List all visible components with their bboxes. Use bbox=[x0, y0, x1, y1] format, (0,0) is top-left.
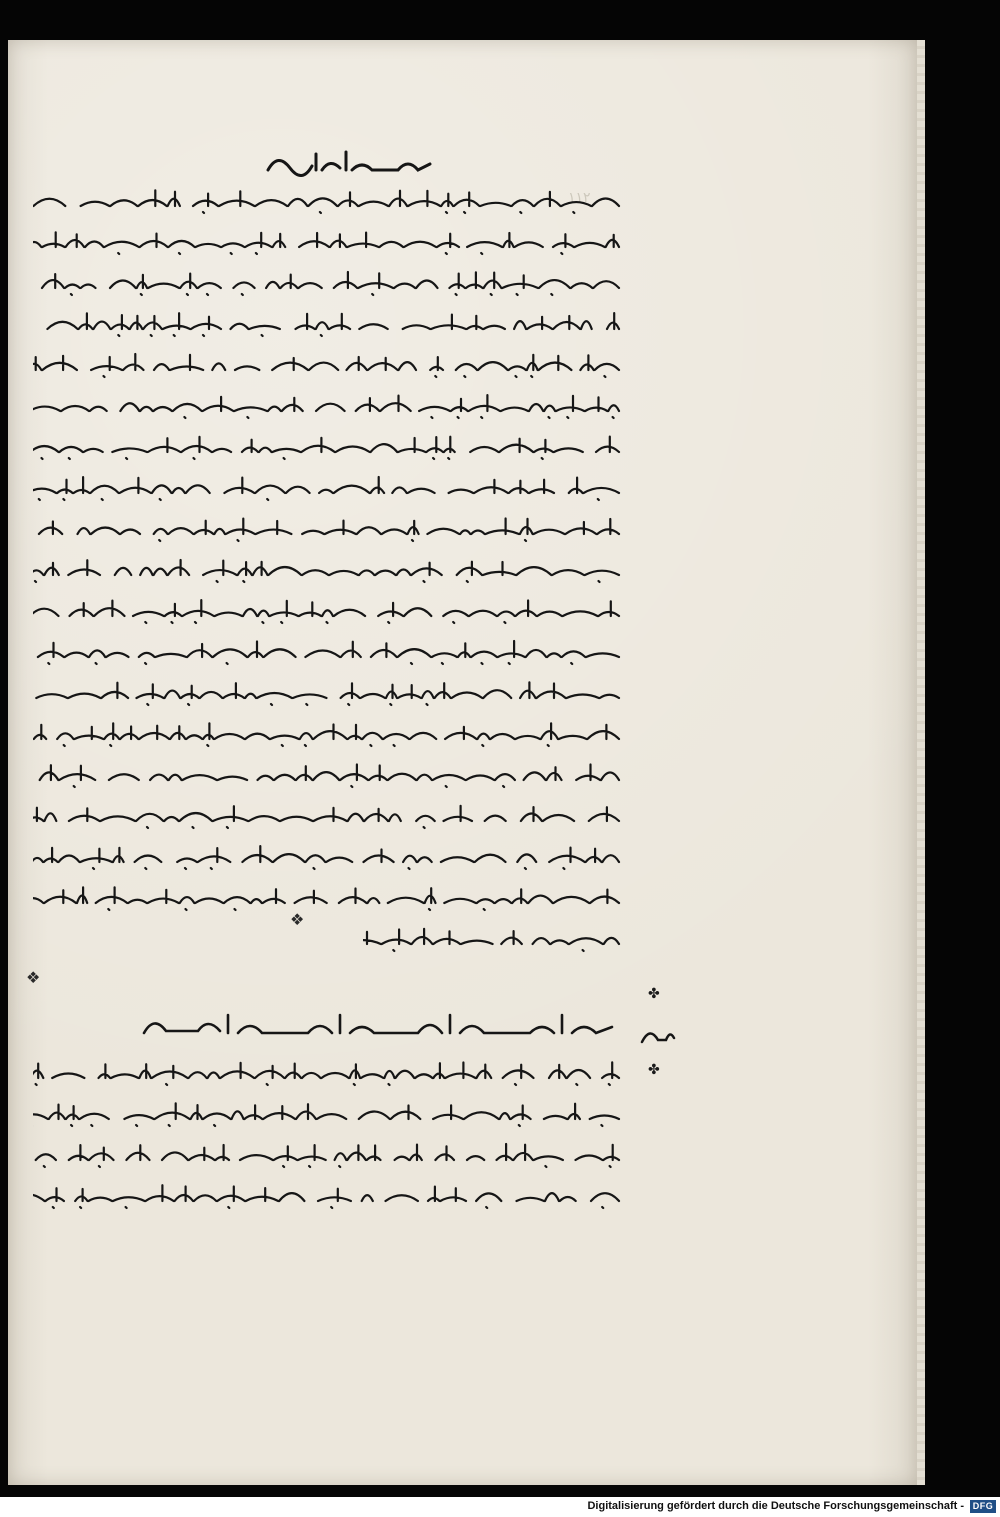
margin-note bbox=[636, 980, 676, 1080]
text-line bbox=[33, 426, 633, 467]
svg-text:✤: ✤ bbox=[648, 1062, 660, 1078]
text-line bbox=[33, 262, 633, 303]
text-line bbox=[33, 918, 633, 959]
dfg-logo: DFG bbox=[970, 1500, 996, 1513]
script-line-art bbox=[33, 678, 623, 710]
fleuron-ornament: ❖ bbox=[290, 910, 305, 929]
section-heading bbox=[138, 1005, 618, 1045]
text-block-main bbox=[33, 180, 633, 959]
manuscript-page bbox=[8, 40, 919, 1485]
script-line-art bbox=[33, 432, 623, 464]
funding-credit: Digitalisierung gefördert durch die Deutsche Forschungsgemeinschaft - bbox=[587, 1500, 964, 1512]
text-line bbox=[33, 795, 633, 836]
script-line-art bbox=[363, 924, 623, 956]
bleed-through-mark: ١١٢ bbox=[568, 190, 591, 206]
margin-note-script bbox=[636, 980, 676, 1080]
script-line-art bbox=[33, 391, 623, 423]
footer-bar bbox=[0, 1497, 1000, 1517]
section-heading-script bbox=[138, 1005, 618, 1045]
script-line-art bbox=[33, 555, 623, 587]
script-line-art bbox=[33, 186, 623, 218]
script-line-art bbox=[33, 268, 623, 300]
text-line bbox=[33, 303, 633, 344]
script-line-art bbox=[33, 309, 623, 341]
script-line-art bbox=[33, 1099, 623, 1131]
script-line-art bbox=[33, 719, 623, 751]
text-line bbox=[33, 508, 633, 549]
script-line-art bbox=[33, 596, 623, 628]
script-line-art bbox=[33, 514, 623, 546]
text-line bbox=[33, 1052, 633, 1093]
heading-script bbox=[258, 140, 438, 180]
text-line bbox=[33, 877, 633, 918]
script-line-art bbox=[33, 473, 623, 505]
script-line-art bbox=[33, 350, 623, 382]
text-block-section bbox=[33, 1052, 633, 1216]
text-line bbox=[33, 754, 633, 795]
script-line-art bbox=[33, 1181, 623, 1213]
page-heading bbox=[258, 140, 438, 170]
text-line bbox=[33, 1175, 633, 1216]
script-line-art bbox=[33, 801, 623, 833]
script-line-art bbox=[33, 227, 623, 259]
text-line bbox=[33, 836, 633, 877]
text-line bbox=[33, 672, 633, 713]
text-line bbox=[33, 385, 633, 426]
script-line-art bbox=[33, 760, 623, 792]
text-line bbox=[33, 221, 633, 262]
svg-text:✤: ✤ bbox=[648, 986, 660, 1002]
fleuron-ornament-left: ❖ bbox=[26, 968, 41, 987]
text-line bbox=[33, 713, 633, 754]
text-line bbox=[33, 1134, 633, 1175]
text-line bbox=[33, 344, 633, 385]
script-line-art bbox=[33, 883, 623, 915]
text-line bbox=[33, 549, 633, 590]
text-line bbox=[33, 590, 633, 631]
text-line bbox=[33, 467, 633, 508]
text-line bbox=[33, 180, 633, 221]
page-edge bbox=[917, 40, 925, 1485]
script-line-art bbox=[33, 637, 623, 669]
text-line bbox=[33, 631, 633, 672]
script-line-art bbox=[33, 842, 623, 874]
text-line bbox=[33, 1093, 633, 1134]
script-line-art bbox=[33, 1140, 623, 1172]
script-line-art bbox=[33, 1058, 623, 1090]
